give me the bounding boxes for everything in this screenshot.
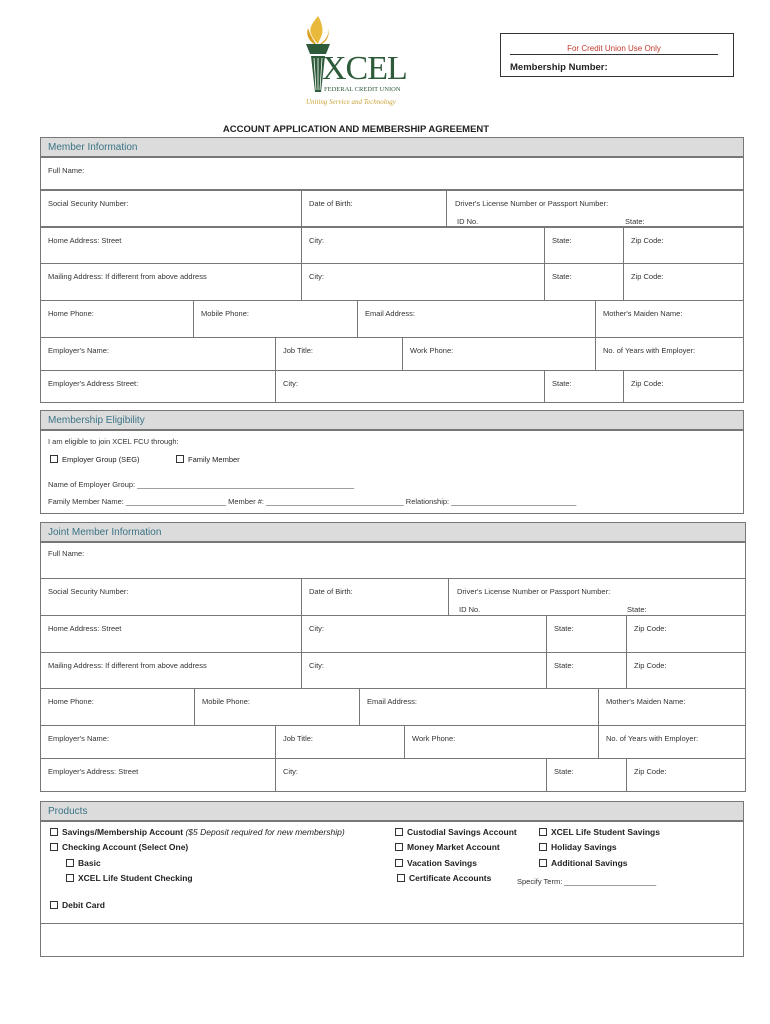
- member-ssn-field[interactable]: [40, 190, 302, 227]
- joint-employer-city-field[interactable]: [275, 758, 547, 792]
- joint-mailing-city-field[interactable]: [301, 652, 547, 689]
- joint-years-field[interactable]: [598, 725, 746, 759]
- checking-checkbox[interactable]: [50, 843, 58, 851]
- basic-option[interactable]: [66, 858, 101, 868]
- employer-group-name-line[interactable]: Name of Employer Group: ____________________________________________________: [48, 480, 355, 489]
- family-member-line[interactable]: Family Member Name: ________________________ Member #: _________________________________ Relationship: ______________________________: [48, 497, 577, 506]
- certificate-option[interactable]: [397, 873, 491, 883]
- member-mailing-city-field[interactable]: [301, 263, 545, 301]
- savings-note: ($5 Deposit required for new membership): [185, 827, 345, 837]
- joint-employer-name-label: Employer's Name:: [48, 734, 110, 743]
- joint-home-zip-label: Zip Code:: [634, 624, 667, 633]
- money-market-checkbox[interactable]: [395, 843, 403, 851]
- joint-member-header: Joint Member Information: [40, 522, 746, 542]
- checking-option[interactable]: [50, 842, 188, 852]
- member-home-state-field[interactable]: [544, 227, 624, 264]
- member-mailing-street-field[interactable]: [40, 263, 302, 301]
- member-mailing-city-label: City:: [309, 272, 324, 281]
- member-employer-street-label: Employer's Address Street:: [48, 379, 139, 388]
- joint-mailing-zip-label: Zip Code:: [634, 661, 667, 670]
- custodial-label: Custodial Savings Account: [407, 827, 517, 837]
- joint-full-name-label: Full Name:: [48, 549, 85, 558]
- membership-number-label: Membership Number:: [510, 62, 608, 73]
- member-employer-state-label: State:: [552, 379, 572, 388]
- specify-term-line[interactable]: Specify Term: ______________________: [517, 877, 657, 886]
- family-member-option[interactable]: [176, 455, 240, 464]
- eligibility-body: [40, 430, 744, 514]
- member-employer-city-label: City:: [283, 379, 298, 388]
- joint-mailing-state-label: State:: [554, 661, 574, 670]
- joint-employer-state-label: State:: [554, 767, 574, 776]
- logo-subtitle: FEDERAL CREDIT UNION: [324, 86, 401, 93]
- joint-home-phone-label: Home Phone:: [48, 697, 94, 706]
- member-employer-city-field[interactable]: [275, 370, 545, 403]
- member-mailing-label: Mailing Address: If different from above address: [48, 272, 207, 281]
- member-email-field[interactable]: [357, 300, 596, 338]
- basic-checkbox[interactable]: [66, 859, 74, 867]
- checking-label: Checking Account (Select One): [62, 842, 189, 852]
- vacation-checkbox[interactable]: [395, 859, 403, 867]
- membership-eligibility-header: Membership Eligibility: [40, 410, 744, 430]
- member-information-header: Member Information: [40, 137, 744, 157]
- additional-option[interactable]: [539, 858, 628, 868]
- joint-home-state-field[interactable]: [546, 615, 627, 653]
- member-employer-state-field[interactable]: [544, 370, 624, 403]
- employer-group-checkbox[interactable]: [50, 455, 58, 463]
- savings-label: Savings/Membership Account: [62, 827, 184, 837]
- member-home-street-field[interactable]: [40, 227, 302, 264]
- member-maiden-name-field[interactable]: [595, 300, 744, 338]
- member-id-no-label: ID No.: [457, 217, 479, 226]
- joint-home-street-label: Home Address: Street: [48, 624, 122, 633]
- joint-years-label: No. of Years with Employer:: [606, 734, 699, 743]
- member-mobile-phone-field[interactable]: [193, 300, 358, 338]
- debit-card-option[interactable]: [50, 900, 105, 910]
- member-home-city-field[interactable]: [301, 227, 545, 264]
- custodial-option[interactable]: [395, 827, 517, 837]
- joint-mailing-state-field[interactable]: [546, 652, 627, 689]
- joint-job-title-field[interactable]: [275, 725, 405, 759]
- member-full-name-field[interactable]: [40, 157, 744, 190]
- joint-full-name-field[interactable]: [40, 542, 746, 579]
- vacation-option[interactable]: [395, 858, 477, 868]
- joint-email-field[interactable]: [359, 688, 599, 726]
- member-home-state-label: State:: [552, 236, 572, 245]
- holiday-option[interactable]: [539, 842, 617, 852]
- family-member-checkbox[interactable]: [176, 455, 184, 463]
- joint-ssn-label: Social Security Number:: [48, 587, 129, 596]
- money-market-option[interactable]: [395, 842, 500, 852]
- member-home-phone-field[interactable]: [40, 300, 194, 338]
- additional-checkbox[interactable]: [539, 859, 547, 867]
- joint-ssn-field[interactable]: [40, 578, 302, 616]
- member-maiden-name-label: Mother's Maiden Name:: [603, 309, 683, 318]
- member-dob-field[interactable]: [301, 190, 447, 227]
- student-checking-checkbox[interactable]: [66, 874, 74, 882]
- joint-home-city-label: City:: [309, 624, 324, 633]
- joint-work-phone-label: Work Phone:: [412, 734, 456, 743]
- holiday-checkbox[interactable]: [539, 843, 547, 851]
- joint-home-state-label: State:: [554, 624, 574, 633]
- joint-id-no-label: ID No.: [459, 605, 481, 614]
- joint-mailing-zip-field[interactable]: [626, 652, 746, 689]
- logo: [296, 14, 416, 110]
- member-home-zip-field[interactable]: [623, 227, 744, 264]
- member-employer-name-label: Employer's Name:: [48, 346, 110, 355]
- savings-checkbox[interactable]: [50, 828, 58, 836]
- joint-employer-street-label: Employer's Address: Street: [48, 767, 139, 776]
- joint-license-label: Driver's License Number or Passport Number:: [457, 587, 611, 596]
- member-mailing-zip-field[interactable]: [623, 263, 744, 301]
- member-job-title-field[interactable]: [275, 337, 403, 371]
- member-mailing-state-label: State:: [552, 272, 572, 281]
- member-years-label: No. of Years with Employer:: [603, 346, 696, 355]
- member-ssn-label: Social Security Number:: [48, 199, 129, 208]
- eligibility-intro: I am eligible to join XCEL FCU through:: [48, 437, 179, 446]
- joint-mobile-phone-label: Mobile Phone:: [202, 697, 250, 706]
- member-email-label: Email Address:: [365, 309, 416, 318]
- member-employer-street-field[interactable]: [40, 370, 276, 403]
- member-job-title-label: Job Title:: [283, 346, 314, 355]
- joint-employer-city-label: City:: [283, 767, 298, 776]
- debit-card-checkbox[interactable]: [50, 901, 58, 909]
- additional-label: Additional Savings: [551, 858, 628, 868]
- joint-employer-name-field[interactable]: [40, 725, 276, 759]
- joint-work-phone-field[interactable]: [404, 725, 599, 759]
- student-savings-label: XCEL Life Student Savings: [551, 827, 660, 837]
- member-dob-label: Date of Birth:: [309, 199, 353, 208]
- joint-license-field[interactable]: [448, 578, 746, 616]
- products-header: Products: [40, 801, 744, 821]
- page-title: ACCOUNT APPLICATION AND MEMBERSHIP AGREEMENT: [222, 124, 490, 135]
- member-license-field[interactable]: [446, 190, 744, 227]
- student-savings-option[interactable]: [539, 827, 660, 837]
- member-years-field[interactable]: [595, 337, 744, 371]
- vacation-label: Vacation Savings: [407, 858, 477, 868]
- joint-job-title-label: Job Title:: [283, 734, 314, 743]
- certificate-label: Certificate Accounts: [409, 873, 492, 883]
- certificate-checkbox[interactable]: [397, 874, 405, 882]
- member-mailing-state-field[interactable]: [544, 263, 624, 301]
- products-body: [40, 821, 744, 924]
- joint-home-zip-field[interactable]: [626, 615, 746, 653]
- joint-mobile-phone-field[interactable]: [194, 688, 360, 726]
- joint-home-city-field[interactable]: [301, 615, 547, 653]
- member-id-state-label: State:: [625, 217, 645, 226]
- member-home-street-label: Home Address: Street: [48, 236, 122, 245]
- joint-mailing-street-field[interactable]: [40, 652, 302, 689]
- student-checking-option[interactable]: [66, 873, 193, 883]
- custodial-checkbox[interactable]: [395, 828, 403, 836]
- member-mailing-zip-label: Zip Code:: [631, 272, 664, 281]
- holiday-label: Holiday Savings: [551, 842, 617, 852]
- joint-mailing-label: Mailing Address: If different from above address: [48, 661, 207, 670]
- employer-group-option[interactable]: [50, 455, 140, 464]
- credit-union-use-box: [500, 33, 734, 77]
- debit-card-label: Debit Card: [62, 900, 105, 910]
- joint-maiden-name-label: Mother's Maiden Name:: [606, 697, 686, 706]
- member-work-phone-field[interactable]: [402, 337, 596, 371]
- member-employer-zip-label: Zip Code:: [631, 379, 664, 388]
- member-full-name-label: Full Name:: [48, 166, 85, 175]
- joint-dob-field[interactable]: [301, 578, 449, 616]
- joint-employer-street-field[interactable]: [40, 758, 276, 792]
- joint-dob-label: Date of Birth:: [309, 587, 353, 596]
- member-home-phone-label: Home Phone:: [48, 309, 94, 318]
- logo-tagline: Uniting Service and Technology: [306, 98, 396, 106]
- joint-home-street-field[interactable]: [40, 615, 302, 653]
- member-work-phone-label: Work Phone:: [410, 346, 454, 355]
- basic-label: Basic: [78, 858, 101, 868]
- money-market-label: Money Market Account: [407, 842, 500, 852]
- joint-employer-zip-label: Zip Code:: [634, 767, 667, 776]
- products-notes-field[interactable]: [40, 923, 744, 957]
- joint-maiden-name-field[interactable]: [598, 688, 746, 726]
- family-member-label: Family Member: [188, 455, 240, 464]
- logo-name: XCEL: [322, 50, 407, 87]
- member-home-zip-label: Zip Code:: [631, 236, 664, 245]
- student-checking-label: XCEL Life Student Checking: [78, 873, 193, 883]
- member-employer-zip-field[interactable]: [623, 370, 744, 403]
- member-license-label: Driver's License Number or Passport Number:: [455, 199, 609, 208]
- joint-employer-zip-field[interactable]: [626, 758, 746, 792]
- member-employer-name-field[interactable]: [40, 337, 276, 371]
- member-mobile-phone-label: Mobile Phone:: [201, 309, 249, 318]
- employer-group-label: Employer Group (SEG): [62, 455, 140, 464]
- student-savings-checkbox[interactable]: [539, 828, 547, 836]
- joint-email-label: Email Address:: [367, 697, 418, 706]
- joint-mailing-city-label: City:: [309, 661, 324, 670]
- savings-option[interactable]: [50, 827, 345, 837]
- member-home-city-label: City:: [309, 236, 324, 245]
- joint-home-phone-field[interactable]: [40, 688, 195, 726]
- cu-use-heading: For Credit Union Use Only: [510, 44, 718, 55]
- joint-id-state-label: State:: [627, 605, 647, 614]
- joint-employer-state-field[interactable]: [546, 758, 627, 792]
